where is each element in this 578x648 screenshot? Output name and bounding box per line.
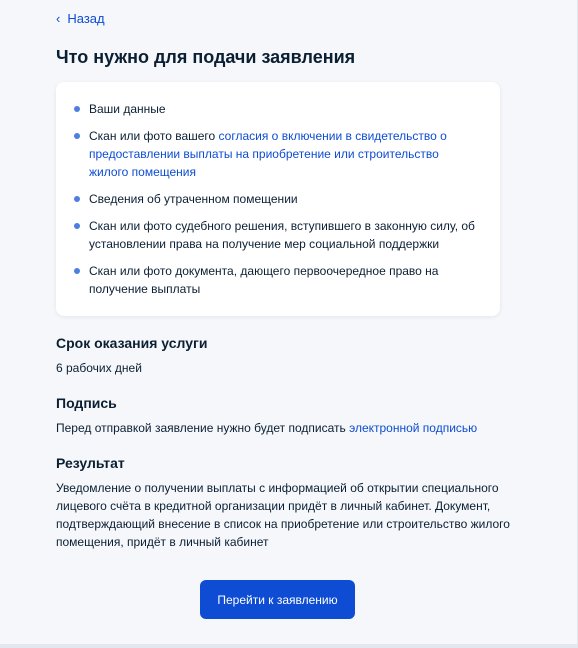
consent-link[interactable]: согласия о включении в свидетельство о предоставлении выплаты на приобретение или строительство жилого помещения [89,129,447,179]
requirement-text: Скан или фото документа, дающего первоочередное право на получение выплаты [89,264,439,296]
requirement-text: Сведения об утраченном помещении [89,192,298,206]
list-item [74,100,480,118]
term-value: 6 рабочих дней [56,361,142,375]
back-link[interactable] [56,11,105,27]
page-title: Что нужно для подачи заявления [56,47,356,67]
result-title: Результат [56,455,125,471]
signature-text-main: Перед отправкой заявление нужно будет подписать [56,421,350,435]
requirements-card [56,82,500,316]
bullet-icon [74,106,80,112]
bullet-icon [74,196,80,202]
back-label: Назад [67,11,105,26]
requirement-text: Скан или фото вашего [89,129,219,143]
bullet-icon [74,268,80,274]
result-text: Уведомление о получении выплаты с информацией об открытии специального лицевого счёта в кредитной организации придёт в личный кабинет. Документ, подтверждающий внесение в список на приобретение или строительство жилого помещения, придёт в личный кабинет [56,481,510,549]
result-section [56,454,514,551]
requirement-text: Скан или фото судебного решения, вступившего в законную силу, об установлении права на получение мер социальной поддержки [89,219,475,251]
e-signature-link[interactable]: электронной подписью [349,421,478,435]
term-section [56,334,516,377]
go-to-application-button[interactable]: Перейти к заявлению [200,580,355,619]
list-item [74,217,480,253]
signature-text [56,419,516,437]
requirement-text: Ваши данные [89,102,166,116]
bottom-divider [0,644,578,648]
chevron-left-icon: ‹ [56,11,61,26]
signature-section [56,394,516,437]
requirements-list [56,82,500,298]
term-title: Срок оказания услуги [56,335,208,351]
bullet-icon [74,133,80,139]
signature-title: Подпись [56,395,117,411]
list-item [74,190,480,208]
bullet-icon [74,223,80,229]
list-item [74,262,480,298]
list-item [74,127,480,181]
